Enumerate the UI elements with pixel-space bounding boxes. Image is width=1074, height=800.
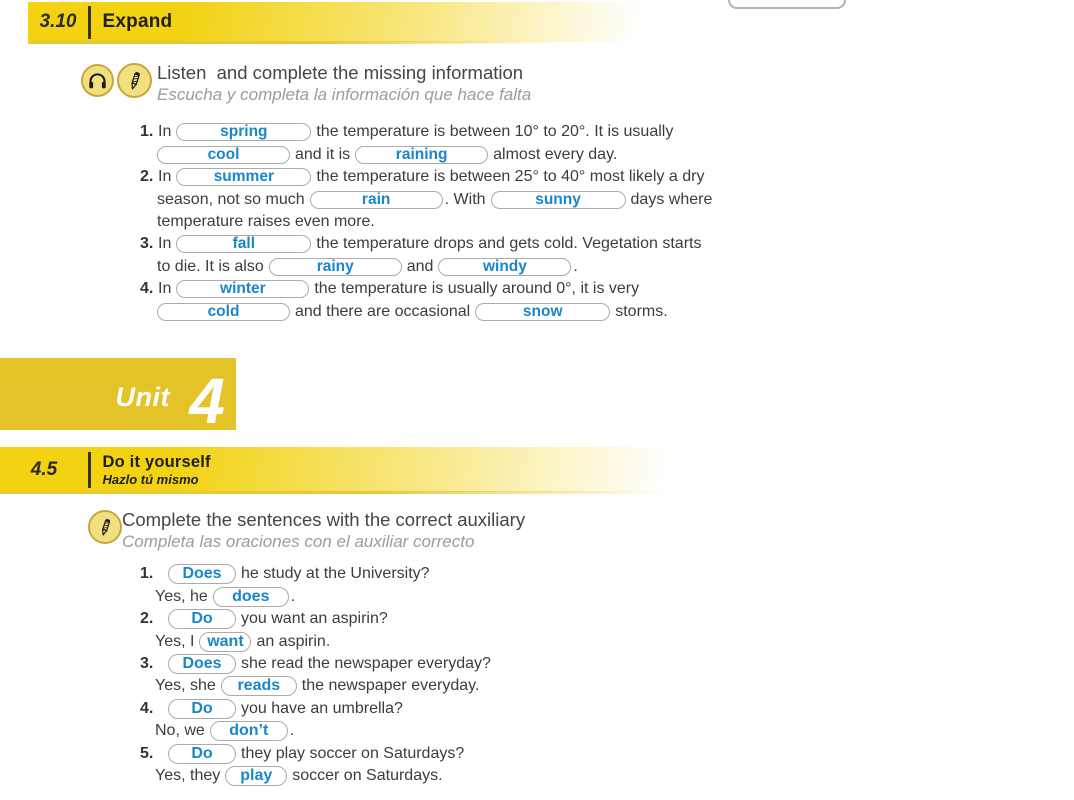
exercise-item [140, 278, 712, 323]
section-banner-3-10 [28, 2, 1046, 42]
answer-blank: Does [168, 564, 236, 584]
item-number: 3. [140, 654, 154, 672]
exercise-item [140, 698, 491, 743]
sentence-text: an aspirin. [256, 632, 331, 650]
answer-blank: want [199, 632, 251, 652]
exercise-line [155, 630, 491, 652]
unit-label: Unit [115, 382, 170, 412]
sentence-text: the temperature is usually around 0°, it is very [314, 280, 640, 298]
item-number: 5. [140, 744, 154, 762]
exercise-line [157, 301, 712, 323]
sentence-text: soccer on Saturdays. [292, 767, 443, 785]
exercise-line [140, 608, 491, 630]
sentence-text: you want an aspirin? [241, 610, 388, 628]
exercise-item [140, 563, 491, 608]
exercise-item [140, 653, 491, 698]
answer-blank: Does [168, 654, 236, 674]
sentence-text: storms. [615, 302, 668, 320]
exercise-line [155, 585, 491, 607]
section-subtitle: Hazlo tú mismo [102, 471, 199, 487]
answer-blank: rain [310, 191, 443, 209]
answer-blank: Do [168, 699, 236, 719]
exercise-item [140, 608, 491, 653]
sentence-text: almost every day. [493, 145, 618, 163]
sentence-text: and there are occasional [295, 302, 471, 320]
answer-blank: does [213, 587, 289, 607]
pencil-icon [88, 510, 122, 544]
exercise-line [157, 256, 712, 278]
answer-blank: cold [157, 303, 290, 321]
answer-blank: cool [157, 146, 290, 164]
exercise-line [140, 653, 491, 675]
sentence-text: No, we [155, 722, 205, 740]
instruction-spanish: Completa las oraciones con el auxiliar correcto [122, 532, 475, 551]
sentence-text: you have an umbrella? [241, 699, 403, 717]
item-number: 1. [140, 123, 154, 141]
exercise-item [140, 166, 712, 233]
sentence-text: Yes, I [155, 632, 195, 650]
sentence-text: In [158, 235, 172, 253]
answer-blank: sunny [491, 191, 626, 209]
sentence-text: In [158, 168, 172, 186]
item-number: 1. [140, 565, 154, 583]
exercise-line [140, 166, 712, 188]
sentence-text: and [406, 257, 434, 275]
exercise-line [157, 211, 712, 233]
exercise-item [140, 121, 712, 166]
exercise-line [157, 188, 712, 210]
sentence-text: the temperature is between 25° to 40° most likely a dry [316, 168, 705, 186]
answer-blank: windy [438, 258, 571, 276]
sentence-text: the temperature drops and gets cold. Vegetation starts [316, 235, 702, 253]
section-title: Expand [102, 11, 173, 32]
item-number: 2. [140, 610, 154, 628]
item-number: 2. [140, 168, 154, 186]
exercise-line [140, 698, 491, 720]
answer-blank: rainy [269, 258, 402, 276]
answer-blank: summer [176, 168, 311, 186]
item-number: 4. [140, 699, 154, 717]
sentence-text: days where [630, 190, 713, 208]
item-number: 3. [140, 235, 154, 253]
sentence-text: Yes, she [155, 677, 216, 695]
sentence-text: season, not so much [157, 190, 305, 208]
section-banner-4-5 [0, 447, 1074, 492]
answer-blank: play [225, 766, 287, 786]
banner-divider [88, 6, 91, 39]
sentence-text: the newspaper everyday. [301, 677, 480, 695]
sentence-text: Yes, they [155, 767, 221, 785]
section-number: 3.10 [39, 11, 77, 32]
instruction-english: Complete the sentences with the correct auxiliary [122, 509, 526, 530]
answer-blank: snow [475, 303, 610, 321]
pencil-icon [117, 63, 152, 98]
exercise-item [140, 233, 712, 278]
answer-blank: raining [355, 146, 488, 164]
sentence-text: the temperature is between 10° to 20°. It is usually [316, 123, 674, 141]
sentence-text: Yes, he [155, 587, 208, 605]
answer-blank: reads [221, 676, 297, 696]
sentence-text: . With [444, 190, 486, 208]
sentence-text: they play soccer on Saturdays? [241, 744, 465, 762]
sentence-text: to die. It is also [157, 257, 264, 275]
item-number: 4. [140, 280, 154, 298]
answer-blank: winter [176, 280, 309, 298]
exercise-line [140, 278, 712, 300]
sentence-text: he study at the University? [241, 565, 430, 583]
instruction-spanish: Escucha y completa la información que hace falta [157, 85, 532, 104]
exercise-list-auxiliary [140, 563, 491, 787]
exercise-line [140, 233, 712, 255]
answer-blank: spring [176, 123, 311, 141]
sentence-text: In [158, 280, 172, 298]
exercise-line [155, 765, 491, 787]
sentence-text: temperature raises even more. [157, 212, 375, 230]
unit-banner [0, 358, 236, 437]
exercise-line [140, 563, 491, 585]
unit-number: 4 [189, 364, 225, 437]
sentence-text: and it is [295, 145, 351, 163]
section-title: Do it yourself [102, 452, 211, 471]
sentence-text: . [290, 587, 296, 605]
exercise-item [140, 743, 491, 788]
sentence-text: . [289, 722, 295, 740]
section-number-box [28, 11, 88, 33]
answer-blank: don’t [210, 721, 288, 741]
sentence-text: she read the newspaper everyday? [241, 654, 491, 672]
exercise-line [140, 743, 491, 765]
answer-blank: fall [176, 235, 311, 253]
section-number-box [0, 459, 88, 481]
exercise-list-weather [140, 121, 712, 323]
exercise-line [155, 675, 491, 697]
exercise-line [140, 121, 712, 143]
sentence-text: . [573, 257, 578, 275]
sentence-text: In [158, 123, 172, 141]
headphones-icon [81, 64, 114, 97]
exercise-line [157, 143, 712, 165]
answer-blank: Do [168, 609, 236, 629]
instruction-english: Listen and complete the missing information [157, 62, 524, 83]
answer-blank: Do [168, 744, 236, 764]
section-number: 4.5 [30, 458, 58, 480]
exercise-line [155, 720, 491, 742]
